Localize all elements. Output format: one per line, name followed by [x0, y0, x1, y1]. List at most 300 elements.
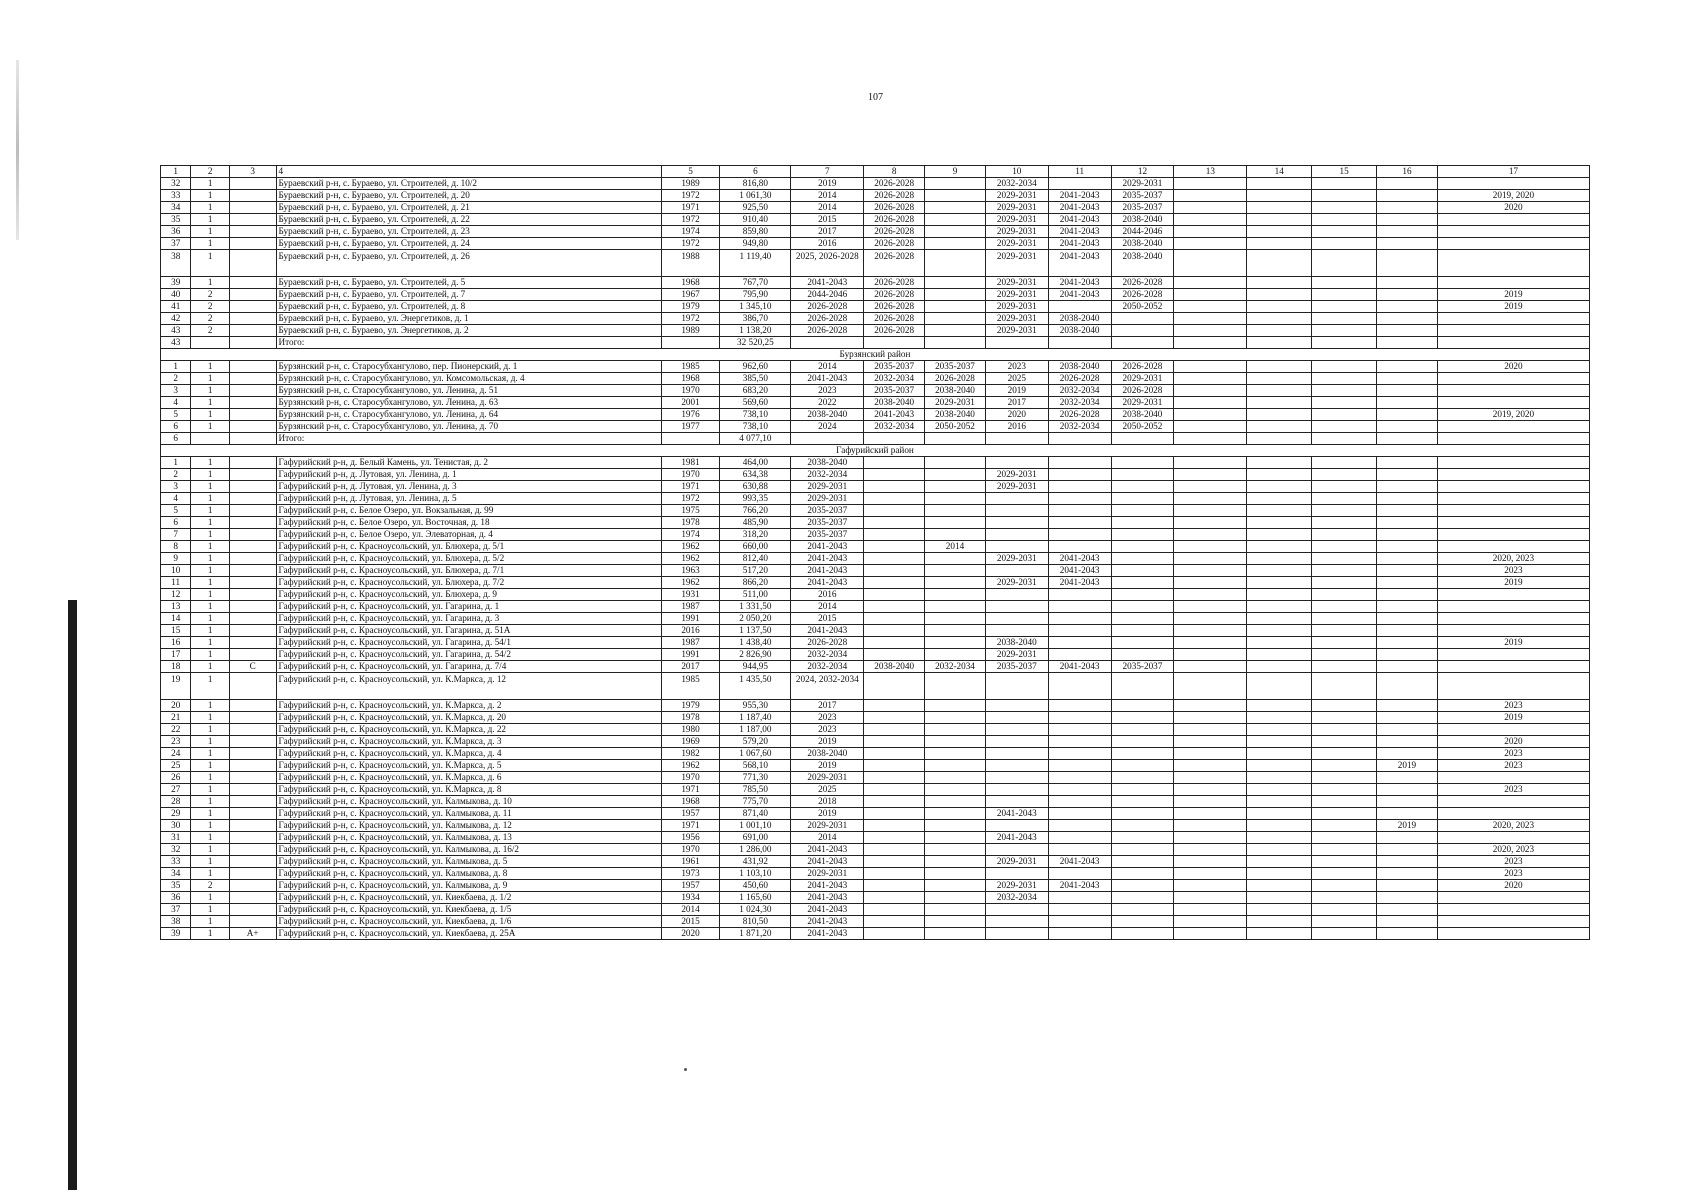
cell-col-16 — [1377, 190, 1438, 202]
cell-col-14 — [1247, 373, 1312, 385]
cell-col-3 — [229, 565, 276, 577]
cell-col-17: 2020 — [1437, 880, 1589, 892]
cell-col-2: 1 — [191, 613, 230, 625]
cell-col-16: 2019 — [1377, 820, 1438, 832]
cell-col-3 — [229, 313, 276, 325]
cell-col-3 — [229, 397, 276, 409]
cell-col-14 — [1247, 553, 1312, 565]
cell-col-15 — [1312, 772, 1377, 784]
cell-col-2: 2 — [191, 880, 230, 892]
cell-col-10: 2029-2031 — [985, 553, 1048, 565]
cell-col-11 — [1048, 178, 1111, 190]
table-row — [161, 808, 1590, 820]
cell-col-6: 568,10 — [720, 760, 791, 772]
cell-col-8 — [864, 469, 925, 481]
cell-col-3 — [229, 712, 276, 724]
cell-col-3 — [229, 385, 276, 397]
cell-col-2: 2 — [191, 325, 230, 337]
cell-col-14 — [1247, 856, 1312, 868]
cell-col-5: 2015 — [661, 916, 720, 928]
cell-col-2: 1 — [191, 784, 230, 796]
cell-col-12: 2026-2028 — [1111, 385, 1174, 397]
table-row — [161, 892, 1590, 904]
cell-col-10: 2029-2031 — [985, 469, 1048, 481]
cell-col-17 — [1437, 421, 1589, 433]
cell-col-9: 2050-2052 — [925, 421, 986, 433]
cell-col-8 — [864, 565, 925, 577]
cell-col-17 — [1437, 433, 1589, 445]
cell-col-6: 4 077,10 — [720, 433, 791, 445]
cell-col-4: Гафурийский р-н, с. Красноусольский, ул. К.Маркса, д. 6 — [276, 772, 661, 784]
cell-col-4: Гафурийский р-н, с. Красноусольский, ул. Блюхера, д. 7/1 — [276, 565, 661, 577]
cell-col-5: 1989 — [661, 325, 720, 337]
cell-col-7: 2014 — [791, 832, 864, 844]
cell-col-6: 385,50 — [720, 373, 791, 385]
cell-col-7: 2018 — [791, 796, 864, 808]
cell-col-1: 28 — [161, 796, 191, 808]
cell-col-13 — [1174, 928, 1247, 940]
cell-col-13 — [1174, 880, 1247, 892]
cell-col-3 — [229, 637, 276, 649]
cell-col-14 — [1247, 868, 1312, 880]
cell-col-11: 2026-2028 — [1048, 373, 1111, 385]
cell-col-14 — [1247, 385, 1312, 397]
cell-col-1: 30 — [161, 820, 191, 832]
cell-col-4: Гафурийский р-н, с. Красноусольский, ул. Калмыкова, д. 10 — [276, 796, 661, 808]
cell-col-3 — [229, 421, 276, 433]
cell-col-14 — [1247, 577, 1312, 589]
table-row — [161, 517, 1590, 529]
cell-col-12 — [1111, 577, 1174, 589]
cell-col-3 — [229, 277, 276, 289]
cell-col-12: 2035-2037 — [1111, 661, 1174, 673]
cell-col-3 — [229, 904, 276, 916]
binding-mark — [68, 600, 77, 1190]
cell-col-6: 738,10 — [720, 409, 791, 421]
cell-col-12 — [1111, 457, 1174, 469]
cell-col-15 — [1312, 505, 1377, 517]
cell-col-10 — [985, 493, 1048, 505]
cell-col-4: Бураевский р-н, с. Бураево, ул. Строителей, д. 23 — [276, 226, 661, 238]
cell-col-2: 1 — [191, 277, 230, 289]
cell-col-6: 812,40 — [720, 553, 791, 565]
cell-col-14 — [1247, 250, 1312, 277]
cell-col-5: 1979 — [661, 700, 720, 712]
table-row — [161, 529, 1590, 541]
cell-col-7: 2035-2037 — [791, 529, 864, 541]
cell-col-16 — [1377, 553, 1438, 565]
table-row — [161, 325, 1590, 337]
cell-col-9 — [925, 712, 986, 724]
cell-col-2: 2 — [191, 289, 230, 301]
cell-col-8 — [864, 784, 925, 796]
cell-col-7: 2041-2043 — [791, 277, 864, 289]
cell-col-12 — [1111, 748, 1174, 760]
cell-col-8: 2026-2028 — [864, 289, 925, 301]
cell-col-10: 2029-2031 — [985, 649, 1048, 661]
cell-col-15 — [1312, 409, 1377, 421]
cell-col-5: 1970 — [661, 772, 720, 784]
cell-col-4: Гафурийский р-н, с. Красноусольский, ул. Блюхера, д. 5/1 — [276, 541, 661, 553]
cell-col-13 — [1174, 553, 1247, 565]
cell-col-12: 2044-2046 — [1111, 226, 1174, 238]
cell-col-8 — [864, 748, 925, 760]
cell-col-1: 43 — [161, 325, 191, 337]
cell-col-8: 2038-2040 — [864, 397, 925, 409]
cell-col-17 — [1437, 808, 1589, 820]
cell-col-13 — [1174, 844, 1247, 856]
cell-col-7: 2017 — [791, 700, 864, 712]
cell-col-12 — [1111, 760, 1174, 772]
cell-col-5: 1972 — [661, 190, 720, 202]
cell-col-6: 634,38 — [720, 469, 791, 481]
table-row — [161, 784, 1590, 796]
cell-col-4: Бураевский р-н, с. Бураево, ул. Строителей, д. 22 — [276, 214, 661, 226]
cell-col-16 — [1377, 916, 1438, 928]
cell-col-13 — [1174, 796, 1247, 808]
cell-col-16 — [1377, 202, 1438, 214]
cell-col-3: A+ — [229, 928, 276, 940]
cell-col-12: 2035-2037 — [1111, 202, 1174, 214]
cell-col-15 — [1312, 541, 1377, 553]
total-row — [161, 337, 1590, 349]
cell-col-4: 4 — [276, 166, 661, 178]
cell-col-5: 1974 — [661, 529, 720, 541]
cell-col-10 — [985, 337, 1048, 349]
cell-col-1: 11 — [161, 577, 191, 589]
cell-col-10: 2029-2031 — [985, 250, 1048, 277]
cell-col-16 — [1377, 868, 1438, 880]
cell-col-9 — [925, 277, 986, 289]
cell-col-13 — [1174, 565, 1247, 577]
table-row — [161, 832, 1590, 844]
cell-col-10: 2020 — [985, 409, 1048, 421]
table-row — [161, 553, 1590, 565]
cell-col-3 — [229, 589, 276, 601]
cell-col-9 — [925, 637, 986, 649]
cell-col-16 — [1377, 529, 1438, 541]
cell-col-2: 1 — [191, 493, 230, 505]
cell-col-12 — [1111, 565, 1174, 577]
cell-col-4: Бураевский р-н, с. Бураево, ул. Строителей, д. 20 — [276, 190, 661, 202]
cell-col-8 — [864, 433, 925, 445]
cell-col-7: 2015 — [791, 214, 864, 226]
cell-col-14 — [1247, 724, 1312, 736]
cell-col-13 — [1174, 904, 1247, 916]
cell-col-14: 14 — [1247, 166, 1312, 178]
cell-col-6: 431,92 — [720, 856, 791, 868]
cell-col-17 — [1437, 724, 1589, 736]
cell-col-8: 2032-2034 — [864, 373, 925, 385]
cell-col-4: Бурзянский р-н, с. Старосубхангулово, пер. Пионерский, д. 1 — [276, 361, 661, 373]
cell-col-6: 866,20 — [720, 577, 791, 589]
cell-col-4: Гафурийский р-н, д. Лутовая, ул. Ленина, д. 3 — [276, 481, 661, 493]
cell-col-4: Гафурийский р-н, с. Красноусольский, ул. Гагарина, д. 3 — [276, 613, 661, 625]
cell-col-2: 1 — [191, 250, 230, 277]
cell-col-15 — [1312, 904, 1377, 916]
cell-col-8 — [864, 637, 925, 649]
cell-col-17 — [1437, 661, 1589, 673]
cell-col-3: 3 — [229, 166, 276, 178]
cell-col-8 — [864, 772, 925, 784]
cell-col-1: 38 — [161, 916, 191, 928]
cell-col-5: 1971 — [661, 784, 720, 796]
cell-col-14 — [1247, 661, 1312, 673]
cell-col-7: 2019 — [791, 178, 864, 190]
cell-col-17: 2019 — [1437, 289, 1589, 301]
cell-col-4: Бурзянский р-н, с. Старосубхангулово, ул. Ленина, д. 51 — [276, 385, 661, 397]
cell-col-2: 1 — [191, 736, 230, 748]
cell-col-7: 2041-2043 — [791, 928, 864, 940]
cell-col-15 — [1312, 613, 1377, 625]
cell-col-4: Гафурийский р-н, с. Красноусольский, ул. Калмыкова, д. 16/2 — [276, 844, 661, 856]
cell-col-5: 1987 — [661, 601, 720, 613]
cell-col-6: 955,30 — [720, 700, 791, 712]
cell-col-5: 1962 — [661, 577, 720, 589]
cell-col-13 — [1174, 397, 1247, 409]
cell-col-6: 683,20 — [720, 385, 791, 397]
cell-col-4: Гафурийский р-н, с. Красноусольский, ул. Гагарина, д. 54/1 — [276, 637, 661, 649]
cell-col-6: 1 138,20 — [720, 325, 791, 337]
cell-col-9 — [925, 577, 986, 589]
cell-col-17 — [1437, 904, 1589, 916]
cell-col-9 — [925, 613, 986, 625]
cell-col-12 — [1111, 808, 1174, 820]
cell-col-10 — [985, 529, 1048, 541]
cell-col-3 — [229, 457, 276, 469]
cell-col-6: 660,00 — [720, 541, 791, 553]
cell-col-9 — [925, 601, 986, 613]
cell-col-17: 2019 — [1437, 577, 1589, 589]
cell-col-5: 1985 — [661, 361, 720, 373]
cell-col-14 — [1247, 673, 1312, 700]
cell-col-13 — [1174, 289, 1247, 301]
cell-col-5: 1974 — [661, 226, 720, 238]
cell-col-3 — [229, 517, 276, 529]
cell-col-10: 2029-2031 — [985, 214, 1048, 226]
cell-col-15 — [1312, 385, 1377, 397]
cell-col-4: Гафурийский р-н, с. Красноусольский, ул. Киекбаева, д. 25А — [276, 928, 661, 940]
cell-col-10 — [985, 589, 1048, 601]
cell-col-2: 2 — [191, 166, 230, 178]
cell-col-10: 2041-2043 — [985, 808, 1048, 820]
district-heading-row — [161, 349, 1590, 361]
cell-col-14 — [1247, 433, 1312, 445]
cell-col-11 — [1048, 637, 1111, 649]
cell-col-10: 2023 — [985, 361, 1048, 373]
cell-col-7: 2025, 2026-2028 — [791, 250, 864, 277]
cell-col-3 — [229, 856, 276, 868]
cell-col-11 — [1048, 469, 1111, 481]
cell-col-16 — [1377, 541, 1438, 553]
cell-col-16 — [1377, 517, 1438, 529]
cell-col-13 — [1174, 529, 1247, 541]
cell-col-6: 386,70 — [720, 313, 791, 325]
cell-col-9 — [925, 928, 986, 940]
cell-col-9 — [925, 844, 986, 856]
cell-col-17 — [1437, 373, 1589, 385]
table-row — [161, 409, 1590, 421]
cell-col-9 — [925, 457, 986, 469]
cell-col-11 — [1048, 820, 1111, 832]
cell-col-9 — [925, 673, 986, 700]
cell-col-13 — [1174, 433, 1247, 445]
cell-col-17 — [1437, 457, 1589, 469]
cell-col-4: Гафурийский р-н, с. Красноусольский, ул. Киекбаева, д. 1/5 — [276, 904, 661, 916]
cell-col-1: 42 — [161, 313, 191, 325]
cell-col-2: 1 — [191, 724, 230, 736]
cell-col-13 — [1174, 808, 1247, 820]
cell-col-13 — [1174, 337, 1247, 349]
cell-col-12 — [1111, 772, 1174, 784]
cell-col-13 — [1174, 613, 1247, 625]
cell-col-5: 1957 — [661, 808, 720, 820]
cell-col-8 — [864, 832, 925, 844]
cell-col-12 — [1111, 505, 1174, 517]
cell-col-12 — [1111, 832, 1174, 844]
cell-col-1: 24 — [161, 748, 191, 760]
cell-col-14 — [1247, 712, 1312, 724]
cell-col-1: 13 — [161, 601, 191, 613]
cell-col-4: Гафурийский р-н, с. Красноусольский, ул. Блюхера, д. 7/2 — [276, 577, 661, 589]
cell-col-10: 2038-2040 — [985, 637, 1048, 649]
table-row — [161, 541, 1590, 553]
cell-col-4: Гафурийский р-н, с. Красноусольский, ул. К.Маркса, д. 2 — [276, 700, 661, 712]
cell-col-5: 2014 — [661, 904, 720, 916]
cell-col-17: 2019 — [1437, 637, 1589, 649]
cell-col-1: 27 — [161, 784, 191, 796]
table-row — [161, 916, 1590, 928]
cell-col-14 — [1247, 832, 1312, 844]
table-row — [161, 313, 1590, 325]
cell-col-7: 2041-2043 — [791, 565, 864, 577]
cell-col-11: 2041-2043 — [1048, 190, 1111, 202]
table-row — [161, 904, 1590, 916]
cell-col-4: Гафурийский р-н, с. Красноусольский, ул. Калмыкова, д. 11 — [276, 808, 661, 820]
district-heading: Гафурийский район — [161, 445, 1590, 457]
table-row — [161, 577, 1590, 589]
cell-col-4: Гафурийский р-н, с. Красноусольский, ул. Блюхера, д. 9 — [276, 589, 661, 601]
cell-col-8: 2026-2028 — [864, 178, 925, 190]
cell-col-14 — [1247, 820, 1312, 832]
cell-col-6: 1 187,40 — [720, 712, 791, 724]
cell-col-1: 33 — [161, 856, 191, 868]
cell-col-8 — [864, 493, 925, 505]
cell-col-7: 2032-2034 — [791, 649, 864, 661]
cell-col-5 — [661, 433, 720, 445]
cell-col-12 — [1111, 673, 1174, 700]
cell-col-12 — [1111, 541, 1174, 553]
cell-col-6: 944,95 — [720, 661, 791, 673]
cell-col-7: 7 — [791, 166, 864, 178]
cell-col-13 — [1174, 178, 1247, 190]
cell-col-17 — [1437, 493, 1589, 505]
cell-col-11 — [1048, 601, 1111, 613]
cell-col-13 — [1174, 250, 1247, 277]
cell-col-4: Итого: — [276, 337, 661, 349]
cell-col-7: 2024 — [791, 421, 864, 433]
cell-col-17: 2023 — [1437, 856, 1589, 868]
table-row — [161, 661, 1590, 673]
cell-col-9: 2038-2040 — [925, 385, 986, 397]
cell-col-11: 11 — [1048, 166, 1111, 178]
cell-col-2: 1 — [191, 700, 230, 712]
cell-col-14 — [1247, 796, 1312, 808]
cell-col-3 — [229, 772, 276, 784]
table-body — [161, 166, 1590, 940]
cell-col-13 — [1174, 736, 1247, 748]
cell-col-15 — [1312, 421, 1377, 433]
cell-col-17 — [1437, 226, 1589, 238]
cell-col-17 — [1437, 916, 1589, 928]
cell-col-13 — [1174, 589, 1247, 601]
cell-col-15 — [1312, 469, 1377, 481]
cell-col-12 — [1111, 553, 1174, 565]
cell-col-9 — [925, 868, 986, 880]
cell-col-3 — [229, 601, 276, 613]
cell-col-4: Гафурийский р-н, д. Лутовая, ул. Ленина, д. 5 — [276, 493, 661, 505]
cell-col-1: 23 — [161, 736, 191, 748]
cell-col-16 — [1377, 661, 1438, 673]
cell-col-11 — [1048, 625, 1111, 637]
cell-col-1: 6 — [161, 517, 191, 529]
cell-col-13 — [1174, 214, 1247, 226]
cell-col-2: 1 — [191, 589, 230, 601]
cell-col-5: 1989 — [661, 178, 720, 190]
cell-col-10 — [985, 457, 1048, 469]
cell-col-17 — [1437, 250, 1589, 277]
cell-col-5: 1957 — [661, 880, 720, 892]
cell-col-14 — [1247, 649, 1312, 661]
cell-col-17: 2020, 2023 — [1437, 553, 1589, 565]
cell-col-13 — [1174, 577, 1247, 589]
cell-col-2: 1 — [191, 601, 230, 613]
cell-col-5: 1971 — [661, 820, 720, 832]
cell-col-4: Гафурийский р-н, с. Красноусольский, ул. Блюхера, д. 5/2 — [276, 553, 661, 565]
cell-col-9 — [925, 892, 986, 904]
cell-col-12 — [1111, 712, 1174, 724]
cell-col-5: 1991 — [661, 649, 720, 661]
cell-col-4: Гафурийский р-н, с. Красноусольский, ул. К.Маркса, д. 22 — [276, 724, 661, 736]
cell-col-5: 1979 — [661, 301, 720, 313]
cell-col-16 — [1377, 892, 1438, 904]
cell-col-9 — [925, 337, 986, 349]
cell-col-7: 2017 — [791, 226, 864, 238]
cell-col-1: 6 — [161, 421, 191, 433]
cell-col-4: Гафурийский р-н, с. Красноусольский, ул. К.Маркса, д. 5 — [276, 760, 661, 772]
cell-col-14 — [1247, 565, 1312, 577]
cell-col-3 — [229, 337, 276, 349]
cell-col-16 — [1377, 250, 1438, 277]
cell-col-10 — [985, 601, 1048, 613]
cell-col-3 — [229, 541, 276, 553]
cell-col-2: 1 — [191, 808, 230, 820]
cell-col-9 — [925, 820, 986, 832]
cell-col-12 — [1111, 844, 1174, 856]
cell-col-1: 36 — [161, 892, 191, 904]
cell-col-7: 2019 — [791, 808, 864, 820]
cell-col-12: 2038-2040 — [1111, 250, 1174, 277]
cell-col-9 — [925, 700, 986, 712]
cell-col-11 — [1048, 493, 1111, 505]
cell-col-12 — [1111, 313, 1174, 325]
cell-col-10 — [985, 613, 1048, 625]
cell-col-2: 1 — [191, 748, 230, 760]
cell-col-4: Гафурийский р-н, с. Красноусольский, ул. К.Маркса, д. 20 — [276, 712, 661, 724]
cell-col-8 — [864, 517, 925, 529]
cell-col-16 — [1377, 337, 1438, 349]
cell-col-10: 2029-2031 — [985, 856, 1048, 868]
